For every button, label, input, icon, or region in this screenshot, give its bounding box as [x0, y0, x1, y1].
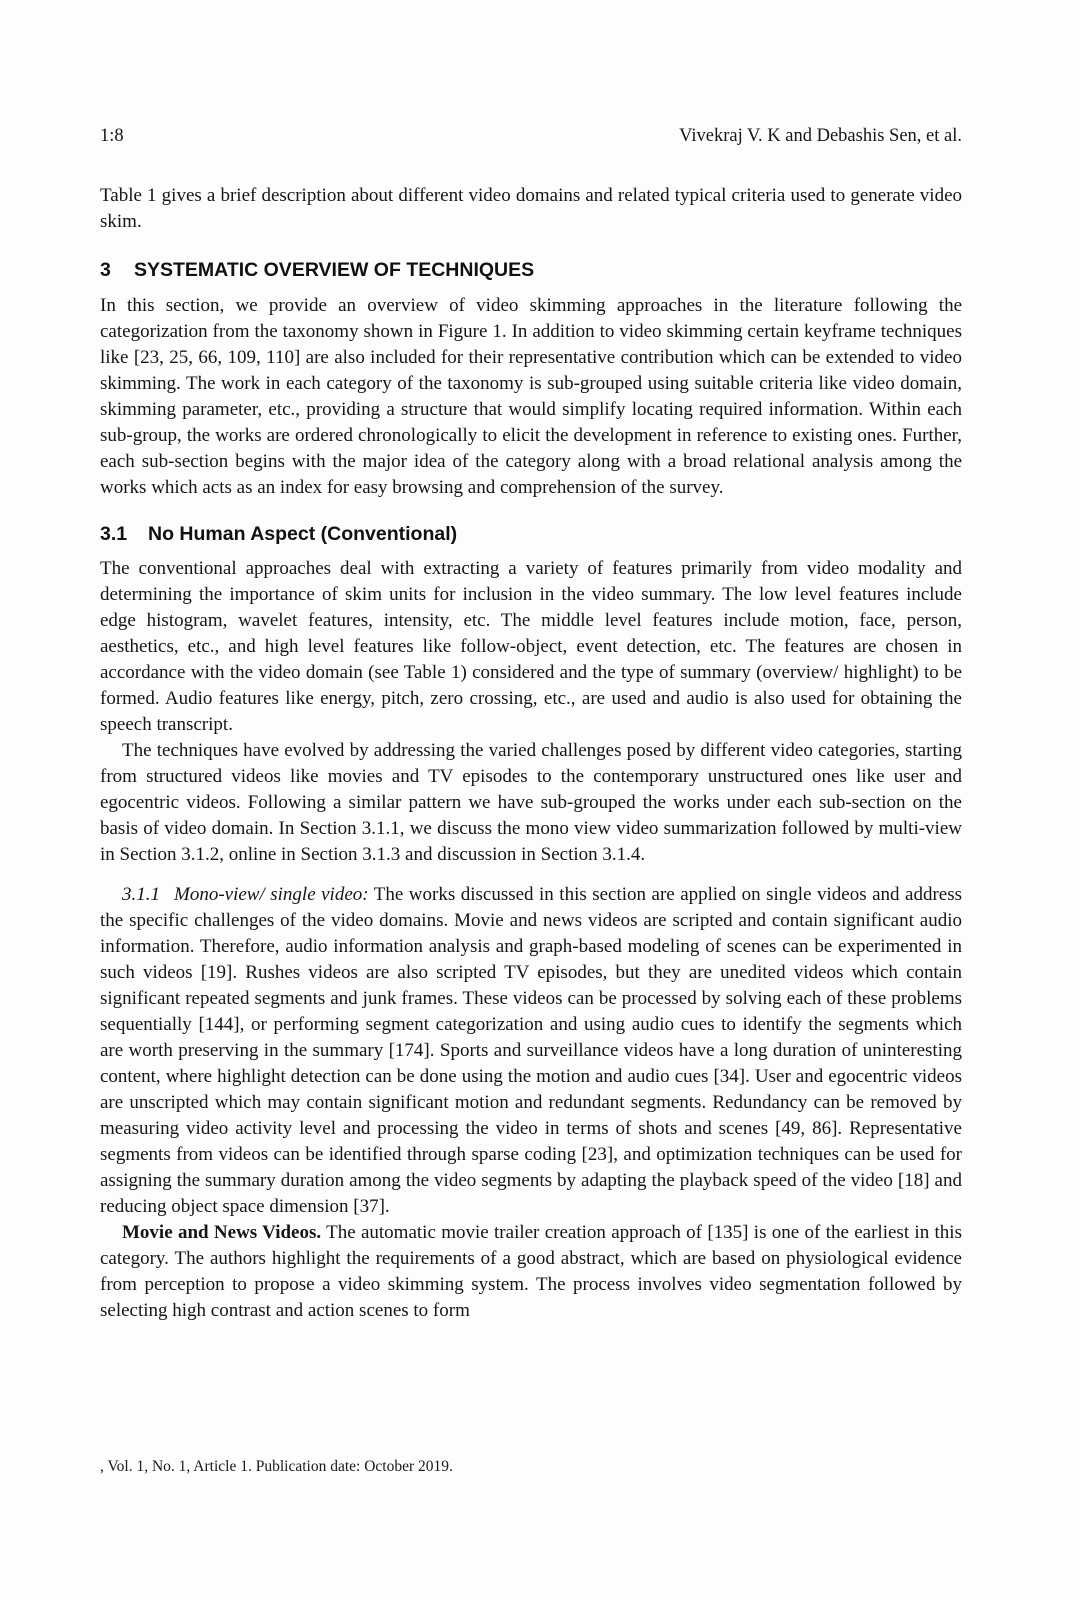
footer-citation: , Vol. 1, No. 1, Article 1. Publication date: October 2019.: [100, 1458, 453, 1475]
movie-news-run-in-heading: Movie and News Videos.: [122, 1222, 322, 1243]
movie-news-body: The automatic movie trailer creation approach of [135] is one of the earliest in this category. The authors highlight the requirements of a good abstract, which are based on physiological evidence from perception to propose a video skimming system. The process involves video segmentation followed by selecting high contrast and action scenes to form: [100, 1222, 962, 1321]
section-3-1-title: No Human Aspect (Conventional): [148, 523, 458, 545]
movie-news-paragraph: [100, 1220, 962, 1324]
section-3-number: 3: [100, 259, 111, 281]
section-3-1-1-paragraph: [100, 882, 962, 1220]
section-3-1-paragraph-2: The techniques have evolved by addressing the varied challenges posed by different video categories, starting from structured videos like movies and TV episodes to the contemporary unstructured ones like user and egocentric videos. Following a similar pattern we have sub-grouped the works under each sub-section on the basis of video domain. In Section 3.1.1, we discuss the mono view video summarization followed by multi-view in Section 3.1.2, online in Section 3.1.3 and discussion in Section 3.1.4.: [100, 740, 962, 865]
section-3-1-paragraph-1: The conventional approaches deal with extracting a variety of features primarily from video modality and determining the importance of skim units for inclusion in the video summary. The low level features include edge histogram, wavelet features, intensity, etc. The middle level features include motion, face, person, aesthetics, etc., and high level features like follow-object, event detection, etc. The features are chosen in accordance with the video domain (see Table 1) considered and the type of summary (overview/ highlight) to be formed. Audio features like energy, pitch, zero crossing, etc., are used and audio is also used for obtaining the speech transcript.: [100, 558, 962, 735]
intro-paragraph: Table 1 gives a brief description about different video domains and related typical criteria used to generate video skim.: [100, 185, 962, 232]
section-3-paragraph: In this section, we provide an overview of video skimming approaches in the literature following the categorization from the taxonomy shown in Figure 1. In addition to video skimming certain keyframe techniques like [23, 25, 66, 109, 110] are also included for their representative contribution which can be extended to video skimming. The work in each category of the taxonomy is sub-grouped using suitable criteria like video domain, skimming parameter, etc., providing a structure that would simplify locating required information. Within each sub-group, the works are ordered chronologically to elicit the development in reference to existing ones. Further, each sub-section begins with the major idea of the category along with a broad relational analysis among the works which acts as an index for easy browsing and comprehension of the survey.: [100, 295, 962, 498]
section-3-1-1-body: The works discussed in this section are applied on single videos and address the specific challenges of the video domains. Movie and news videos are scripted and contain significant audio information. Therefore, audio information analysis and graph-based modeling of scenes can be experimented in such videos [19]. Rushes videos are also scripted TV episodes, but they are unedited videos which contain significant repeated segments and junk frames. These videos can be processed by solving each of these problems sequentially [144], or performing segment categorization and using audio cues to identify the segments which are worth preserving in the summary [174]. Sports and surveillance videos have a long duration of uninteresting content, where highlight detection can be done using the motion and audio cues [34]. User and egocentric videos are unscripted which may contain significant motion and redundant segments. Redundancy can be removed by measuring video activity level and processing the video in terms of shots and scenes [49, 86]. Representative segments from videos can be identified through sparse coding [23], and optimization techniques can be used for assigning the summary duration among the video segments by adapting the playback speed of the video [18] and reducing object space dimension [37].: [100, 884, 962, 1217]
section-3-1-1-number: 3.1.1: [122, 884, 160, 905]
section-3-1-number: 3.1: [100, 523, 128, 545]
section-3-heading: [100, 259, 962, 282]
running-head-authors: Vivekraj V. K and Debashis Sen, et al.: [679, 126, 962, 146]
section-3-title: SYSTEMATIC OVERVIEW OF TECHNIQUES: [134, 259, 535, 281]
section-3-1-heading: [100, 523, 962, 546]
running-header: [100, 126, 962, 147]
section-3-1-1-title: Mono-view/ single video:: [174, 884, 369, 905]
page-number: 1:8: [100, 126, 124, 146]
